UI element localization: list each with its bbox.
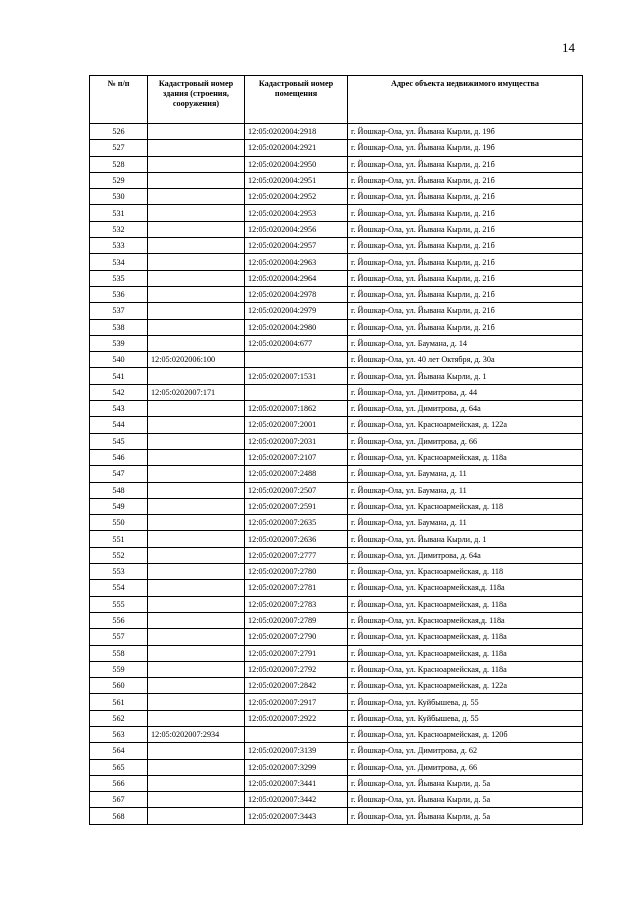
- building-cadastral-number: [148, 612, 245, 628]
- row-number: 527: [90, 140, 148, 156]
- building-cadastral-number: [148, 238, 245, 254]
- table-row: [90, 286, 583, 302]
- address: г. Йошкар-Ола, ул. Йывана Кырли, д. 5а: [348, 792, 583, 808]
- row-number: 541: [90, 368, 148, 384]
- table-row: [90, 270, 583, 286]
- row-number: 539: [90, 335, 148, 351]
- building-cadastral-number: [148, 401, 245, 417]
- table-row: [90, 808, 583, 824]
- room-cadastral-number: 12:05:0202007:2792: [245, 661, 348, 677]
- row-number: 543: [90, 401, 148, 417]
- building-cadastral-number: [148, 205, 245, 221]
- address: г. Йошкар-Ола, ул. Красноармейская, д. 118а: [348, 629, 583, 645]
- table-row: [90, 726, 583, 742]
- address: г. Йошкар-Ола, ул. Димитрова, д. 64а: [348, 401, 583, 417]
- building-cadastral-number: [148, 156, 245, 172]
- room-cadastral-number: [245, 384, 348, 400]
- row-number: 540: [90, 352, 148, 368]
- address: г. Йошкар-Ола, ул. Йывана Кырли, д. 19б: [348, 124, 583, 140]
- address: г. Йошкар-Ола, ул. Баумана, д. 14: [348, 335, 583, 351]
- address: г. Йошкар-Ола, ул. Йывана Кырли, д. 21б: [348, 172, 583, 188]
- room-cadastral-number: [245, 726, 348, 742]
- address: г. Йошкар-Ола, ул. Йывана Кырли, д. 21б: [348, 270, 583, 286]
- building-cadastral-number: [148, 124, 245, 140]
- building-cadastral-number: [148, 466, 245, 482]
- row-number: 551: [90, 531, 148, 547]
- address: г. Йошкар-Ола, ул. Димитрова, д. 64а: [348, 547, 583, 563]
- building-cadastral-number: [148, 498, 245, 514]
- row-number: 542: [90, 384, 148, 400]
- room-cadastral-number: 12:05:0202007:2781: [245, 580, 348, 596]
- table-row: [90, 433, 583, 449]
- building-cadastral-number: [148, 417, 245, 433]
- building-cadastral-number: [148, 694, 245, 710]
- row-number: 545: [90, 433, 148, 449]
- table-row: [90, 596, 583, 612]
- row-number: 553: [90, 564, 148, 580]
- address: г. Йошкар-Ола, ул. Йывана Кырли, д. 21б: [348, 254, 583, 270]
- table-row: [90, 498, 583, 514]
- table-row: [90, 547, 583, 563]
- table-header: [90, 76, 583, 124]
- room-cadastral-number: 12:05:0202007:3442: [245, 792, 348, 808]
- row-number: 562: [90, 710, 148, 726]
- header-address: Адрес объекта недвижимого имущества: [348, 76, 583, 124]
- room-cadastral-number: 12:05:0202004:2918: [245, 124, 348, 140]
- table-row: [90, 743, 583, 759]
- address: г. Йошкар-Ола, ул. Баумана, д. 11: [348, 466, 583, 482]
- row-number: 528: [90, 156, 148, 172]
- table-row: [90, 335, 583, 351]
- building-cadastral-number: [148, 580, 245, 596]
- row-number: 563: [90, 726, 148, 742]
- table-row: [90, 449, 583, 465]
- building-cadastral-number: [148, 254, 245, 270]
- room-cadastral-number: 12:05:0202004:2950: [245, 156, 348, 172]
- room-cadastral-number: 12:05:0202007:2783: [245, 596, 348, 612]
- address: г. Йошкар-Ола, ул. Йывана Кырли, д. 21б: [348, 205, 583, 221]
- table-row: [90, 564, 583, 580]
- room-cadastral-number: 12:05:0202004:2979: [245, 303, 348, 319]
- row-number: 529: [90, 172, 148, 188]
- room-cadastral-number: 12:05:0202007:2790: [245, 629, 348, 645]
- table-row: [90, 694, 583, 710]
- row-number: 561: [90, 694, 148, 710]
- table-row: [90, 759, 583, 775]
- address: г. Йошкар-Ола, ул. Йывана Кырли, д. 21б: [348, 221, 583, 237]
- row-number: 549: [90, 498, 148, 514]
- table-row: [90, 629, 583, 645]
- header-building-cadastral: Кадастровый номер здания (строения, сооружения): [148, 76, 245, 124]
- table-row: [90, 156, 583, 172]
- room-cadastral-number: 12:05:0202004:2952: [245, 189, 348, 205]
- building-cadastral-number: [148, 531, 245, 547]
- address: г. Йошкар-Ола, ул. Красноармейская,д. 118а: [348, 612, 583, 628]
- table-row: [90, 580, 583, 596]
- table-row: [90, 710, 583, 726]
- row-number: 555: [90, 596, 148, 612]
- room-cadastral-number: 12:05:0202007:2922: [245, 710, 348, 726]
- row-number: 537: [90, 303, 148, 319]
- room-cadastral-number: 12:05:0202007:3441: [245, 775, 348, 791]
- table-row: [90, 466, 583, 482]
- row-number: 557: [90, 629, 148, 645]
- row-number: 538: [90, 319, 148, 335]
- building-cadastral-number: [148, 286, 245, 302]
- address: г. Йошкар-Ола, ул. Красноармейская, д. 120б: [348, 726, 583, 742]
- table-row: [90, 384, 583, 400]
- address: г. Йошкар-Ола, ул. Димитрова, д. 62: [348, 743, 583, 759]
- table-body: [90, 124, 583, 825]
- room-cadastral-number: 12:05:0202007:2777: [245, 547, 348, 563]
- page-number: 14: [562, 40, 575, 55]
- row-number: 546: [90, 449, 148, 465]
- building-cadastral-number: [148, 808, 245, 824]
- address: г. Йошкар-Ола, ул. Баумана, д. 11: [348, 482, 583, 498]
- building-cadastral-number: [148, 270, 245, 286]
- table-row: [90, 124, 583, 140]
- building-cadastral-number: [148, 189, 245, 205]
- table-row: [90, 140, 583, 156]
- address: г. Йошкар-Ола, ул. Куйбышева, д. 55: [348, 710, 583, 726]
- address: г. Йошкар-Ола, ул. Йывана Кырли, д. 21б: [348, 303, 583, 319]
- row-number: 559: [90, 661, 148, 677]
- room-cadastral-number: 12:05:0202004:2921: [245, 140, 348, 156]
- table-row: [90, 221, 583, 237]
- table-row: [90, 368, 583, 384]
- building-cadastral-number: [148, 140, 245, 156]
- room-cadastral-number: 12:05:0202007:2488: [245, 466, 348, 482]
- building-cadastral-number: [148, 335, 245, 351]
- address: г. Йошкар-Ола, ул. Красноармейская, д. 118: [348, 498, 583, 514]
- row-number: 567: [90, 792, 148, 808]
- building-cadastral-number: 12:05:0202006:100: [148, 352, 245, 368]
- address: г. Йошкар-Ола, ул. Йывана Кырли, д. 1: [348, 531, 583, 547]
- room-cadastral-number: 12:05:0202007:2917: [245, 694, 348, 710]
- address: г. Йошкар-Ола, ул. Красноармейская, д. 118: [348, 564, 583, 580]
- row-number: 534: [90, 254, 148, 270]
- row-number: 532: [90, 221, 148, 237]
- room-cadastral-number: 12:05:0202007:2780: [245, 564, 348, 580]
- row-number: 550: [90, 515, 148, 531]
- table-row: [90, 417, 583, 433]
- building-cadastral-number: [148, 221, 245, 237]
- room-cadastral-number: 12:05:0202007:3139: [245, 743, 348, 759]
- row-number: 552: [90, 547, 148, 563]
- address: г. Йошкар-Ола, ул. Красноармейская, д. 118а: [348, 645, 583, 661]
- room-cadastral-number: 12:05:0202004:677: [245, 335, 348, 351]
- row-number: 566: [90, 775, 148, 791]
- room-cadastral-number: [245, 352, 348, 368]
- room-cadastral-number: 12:05:0202007:1531: [245, 368, 348, 384]
- property-registry-table: [89, 75, 583, 825]
- room-cadastral-number: 12:05:0202004:2978: [245, 286, 348, 302]
- building-cadastral-number: [148, 482, 245, 498]
- building-cadastral-number: [148, 596, 245, 612]
- address: г. Йошкар-Ола, ул. Йывана Кырли, д. 21б: [348, 189, 583, 205]
- address: г. Йошкар-Ола, ул. Димитрова, д. 66: [348, 759, 583, 775]
- building-cadastral-number: [148, 661, 245, 677]
- address: г. Йошкар-Ола, ул. Йывана Кырли, д. 1: [348, 368, 583, 384]
- address: г. Йошкар-Ола, ул. Куйбышева, д. 55: [348, 694, 583, 710]
- table-row: [90, 775, 583, 791]
- table-row: [90, 678, 583, 694]
- room-cadastral-number: 12:05:0202007:2635: [245, 515, 348, 531]
- building-cadastral-number: [148, 368, 245, 384]
- room-cadastral-number: 12:05:0202004:2953: [245, 205, 348, 221]
- row-number: 558: [90, 645, 148, 661]
- table-row: [90, 189, 583, 205]
- table-row: [90, 612, 583, 628]
- room-cadastral-number: 12:05:0202004:2956: [245, 221, 348, 237]
- row-number: 564: [90, 743, 148, 759]
- building-cadastral-number: [148, 710, 245, 726]
- table-row: [90, 531, 583, 547]
- building-cadastral-number: [148, 319, 245, 335]
- table-row: [90, 661, 583, 677]
- table-row: [90, 205, 583, 221]
- address: г. Йошкар-Ола, ул. Йывана Кырли, д. 19б: [348, 140, 583, 156]
- row-number: 554: [90, 580, 148, 596]
- room-cadastral-number: 12:05:0202007:1862: [245, 401, 348, 417]
- header-room-cadastral: Кадастровый номер помещения: [245, 76, 348, 124]
- room-cadastral-number: 12:05:0202004:2980: [245, 319, 348, 335]
- room-cadastral-number: 12:05:0202007:2842: [245, 678, 348, 694]
- address: г. Йошкар-Ола, ул. Йывана Кырли, д. 21б: [348, 319, 583, 335]
- address: г. Йошкар-Ола, ул. Йывана Кырли, д. 5а: [348, 775, 583, 791]
- room-cadastral-number: 12:05:0202007:2591: [245, 498, 348, 514]
- table-row: [90, 645, 583, 661]
- address: г. Йошкар-Ола, ул. Йывана Кырли, д. 21б: [348, 238, 583, 254]
- building-cadastral-number: [148, 172, 245, 188]
- building-cadastral-number: [148, 759, 245, 775]
- building-cadastral-number: [148, 792, 245, 808]
- building-cadastral-number: [148, 678, 245, 694]
- row-number: 526: [90, 124, 148, 140]
- address: г. Йошкар-Ола, ул. Баумана, д. 11: [348, 515, 583, 531]
- row-number: 530: [90, 189, 148, 205]
- row-number: 568: [90, 808, 148, 824]
- room-cadastral-number: 12:05:0202004:2951: [245, 172, 348, 188]
- room-cadastral-number: 12:05:0202007:2789: [245, 612, 348, 628]
- address: г. Йошкар-Ола, ул. Красноармейская, д. 118а: [348, 661, 583, 677]
- table-row: [90, 319, 583, 335]
- building-cadastral-number: [148, 775, 245, 791]
- address: г. Йошкар-Ола, ул. Красноармейская,д. 118а: [348, 580, 583, 596]
- building-cadastral-number: [148, 303, 245, 319]
- room-cadastral-number: 12:05:0202007:2507: [245, 482, 348, 498]
- table-row: [90, 172, 583, 188]
- table-row: [90, 515, 583, 531]
- address: г. Йошкар-Ола, ул. Красноармейская, д. 122а: [348, 417, 583, 433]
- address: г. Йошкар-Ола, ул. Йывана Кырли, д. 21б: [348, 156, 583, 172]
- header-row: [90, 76, 583, 124]
- address: г. Йошкар-Ола, ул. Йывана Кырли, д. 21б: [348, 286, 583, 302]
- building-cadastral-number: [148, 515, 245, 531]
- address: г. Йошкар-Ола, ул. Димитрова, д. 66: [348, 433, 583, 449]
- address: г. Йошкар-Ола, ул. Красноармейская, д. 122а: [348, 678, 583, 694]
- address: г. Йошкар-Ола, ул. Красноармейская, д. 118а: [348, 449, 583, 465]
- room-cadastral-number: 12:05:0202007:2107: [245, 449, 348, 465]
- row-number: 544: [90, 417, 148, 433]
- row-number: 548: [90, 482, 148, 498]
- room-cadastral-number: 12:05:0202007:3443: [245, 808, 348, 824]
- table-row: [90, 254, 583, 270]
- building-cadastral-number: [148, 433, 245, 449]
- building-cadastral-number: 12:05:0202007:171: [148, 384, 245, 400]
- row-number: 565: [90, 759, 148, 775]
- building-cadastral-number: 12:05:0202007:2934: [148, 726, 245, 742]
- room-cadastral-number: 12:05:0202007:2791: [245, 645, 348, 661]
- room-cadastral-number: 12:05:0202004:2963: [245, 254, 348, 270]
- row-number: 536: [90, 286, 148, 302]
- room-cadastral-number: 12:05:0202007:2031: [245, 433, 348, 449]
- address: г. Йошкар-Ола, ул. 40 лет Октября, д. 30а: [348, 352, 583, 368]
- room-cadastral-number: 12:05:0202007:2001: [245, 417, 348, 433]
- table-row: [90, 238, 583, 254]
- building-cadastral-number: [148, 743, 245, 759]
- table-row: [90, 792, 583, 808]
- table-row: [90, 401, 583, 417]
- row-number: 547: [90, 466, 148, 482]
- building-cadastral-number: [148, 449, 245, 465]
- room-cadastral-number: 12:05:0202007:3299: [245, 759, 348, 775]
- building-cadastral-number: [148, 547, 245, 563]
- building-cadastral-number: [148, 629, 245, 645]
- address: г. Йошкар-Ола, ул. Йывана Кырли, д. 5а: [348, 808, 583, 824]
- building-cadastral-number: [148, 645, 245, 661]
- row-number: 531: [90, 205, 148, 221]
- row-number: 535: [90, 270, 148, 286]
- room-cadastral-number: 12:05:0202004:2964: [245, 270, 348, 286]
- table-row: [90, 482, 583, 498]
- building-cadastral-number: [148, 564, 245, 580]
- address: г. Йошкар-Ола, ул. Димитрова, д. 44: [348, 384, 583, 400]
- room-cadastral-number: 12:05:0202004:2957: [245, 238, 348, 254]
- row-number: 560: [90, 678, 148, 694]
- row-number: 533: [90, 238, 148, 254]
- room-cadastral-number: 12:05:0202007:2636: [245, 531, 348, 547]
- header-num: № п/п: [90, 76, 148, 124]
- address: г. Йошкар-Ола, ул. Красноармейская, д. 118а: [348, 596, 583, 612]
- table-row: [90, 352, 583, 368]
- row-number: 556: [90, 612, 148, 628]
- table-row: [90, 303, 583, 319]
